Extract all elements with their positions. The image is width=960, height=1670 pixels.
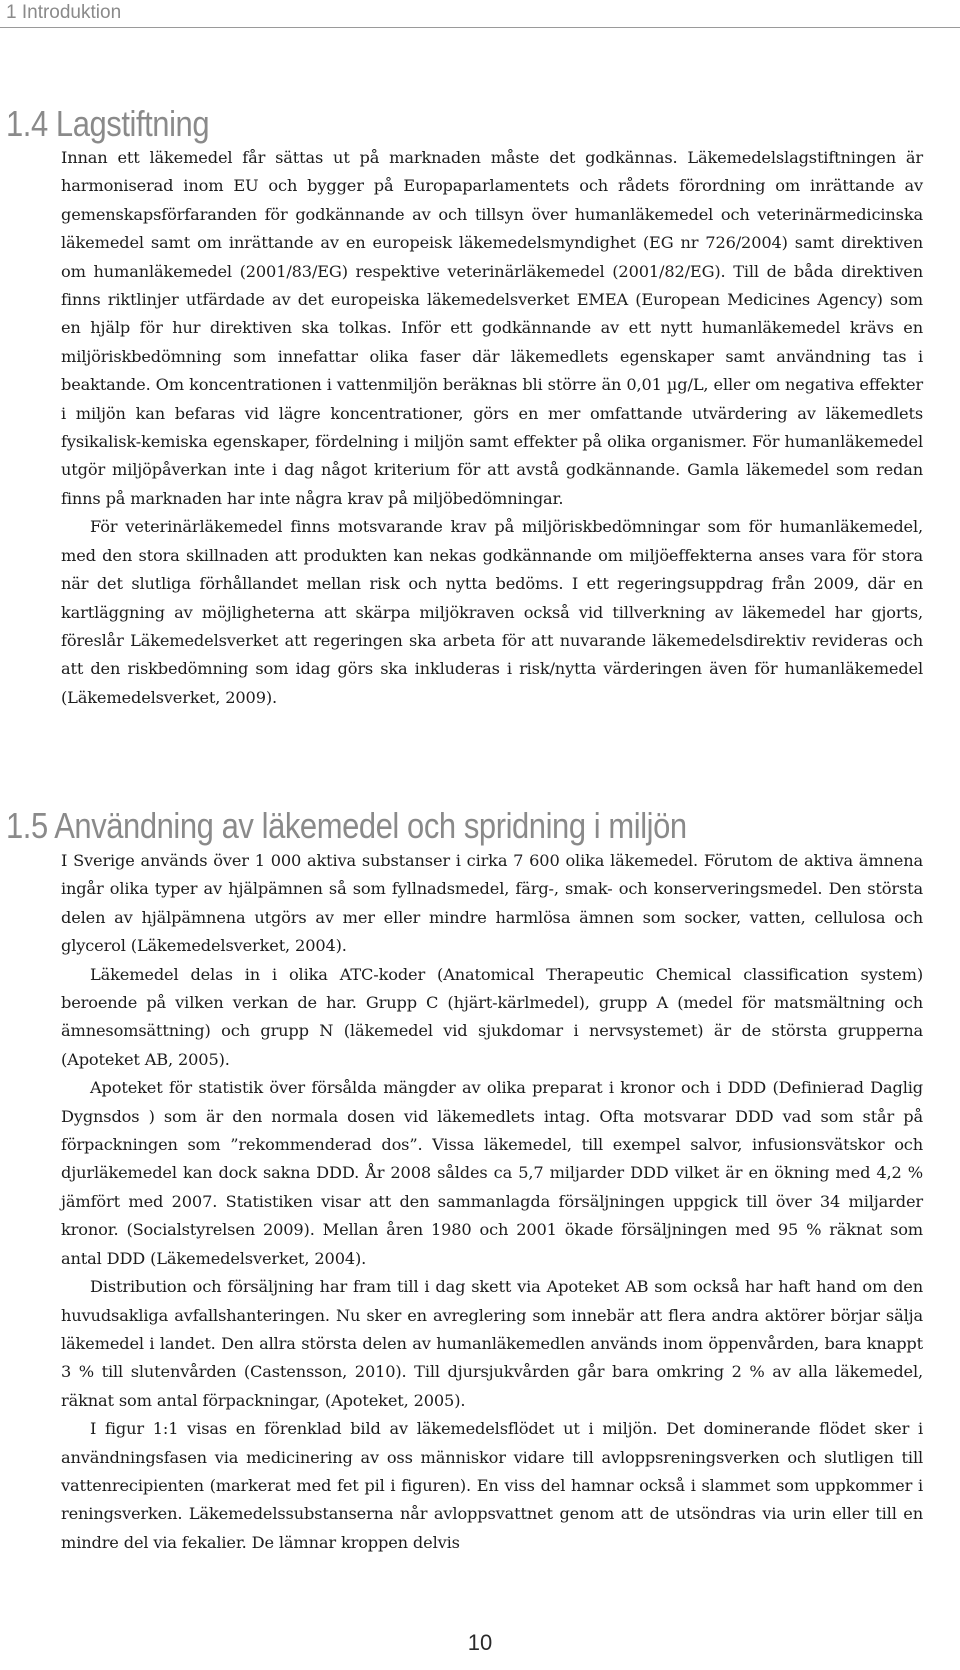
section-body-1-5	[61, 847, 923, 1557]
section-heading-1-5: 1.5 Användning av läkemedel och spridning i miljön	[6, 805, 687, 846]
paragraph: Innan ett läkemedel får sättas ut på marknaden måste det godkännas. Läkemedelslagstiftningen är harmoniserad inom EU och bygger på Europaparlamentets och rådets förordning om inrättande av gemenskapsförfaranden för godkännande av och tillsyn över humanläkemedel och veterinärmedicinska läkemedel samt om inrättande av en europeisk läkemedelsmyndighet (EG nr 726/2004) samt direktiven om humanläkemedel (2001/83/EG) respektive veterinärläkemedel (2001/82/EG). Till de båda direktiven finns riktlinjer utfärdade av det europeiska läkemedelsverket EMEA (European Medicines Agency) som en hjälp för hur direktiven ska tolkas. Inför ett godkännande av ett nytt humanläkemedel krävs en miljöriskbedömning som innefattar olika faser där läkemedlets egenskaper samt användning tas i beaktande. Om koncentrationen i vattenmiljön beräknas bli större än 0,01 µg/L, eller om negativa effekter i miljön kan befaras vid lägre koncentrationer, görs en mer omfattande utvärdering av läkemedlets fysikalisk-kemiska egenskaper, fördelning i miljön samt effekter på olika organismer. För humanläkemedel utgör miljöpåverkan inte i dag något kriterium för att avstå godkännande. Gamla läkemedel som redan finns på marknaden har inte några krav på miljöbedömningar.	[61, 148, 923, 508]
page-number: 10	[467, 1630, 493, 1655]
paragraph: Distribution och försäljning har fram till i dag skett via Apoteket AB som också har haft hand om den huvudsakliga avfallshanteringen. Nu sker en avreglering som innebär att flera andra aktörer börjar sälja läkemedel i landet. Den allra största delen av humanläkemedlen används inom öppenvården, bara knappt 3 % till slutenvården (Castensson, 2010). Till djursjukvården går bara omkring 2 % av alla läkemedel, räknat som antal förpackningar, (Apoteket, 2005).	[61, 1277, 923, 1410]
chapter-label: 1 Introduktion	[6, 2, 122, 23]
running-header	[0, 0, 960, 30]
paragraph: I figur 1:1 visas en förenklad bild av läkemedelsflödet ut i miljön. Det dominerande flödet sker i användningsfasen via medicinering av oss människor vidare till avloppsreningsverken och slutligen till vattenrecipienten (markerat med fet pil i figuren). En viss del hamnar också i slammet som uppkommer i reningsverken. Läkemedelssubstanserna når avloppsvattnet genom att de utsöndras via urin eller till en mindre del via fekalier. De lämnar kroppen delvis	[61, 1419, 923, 1552]
section-body-1-4	[61, 144, 923, 712]
section-heading-1-4: 1.4 Lagstiftning	[6, 103, 210, 144]
paragraph: För veterinärläkemedel finns motsvarande krav på miljöriskbedömningar som för humanläkemedel, med den stora skillnaden att produkten kan nekas godkännande om miljöeffekterna anses vara för stora när det slutliga förhållandet mellan risk och nytta bedöms. I ett regeringsuppdrag från 2009, där en kartläggning av möjligheterna att skärpa miljökraven också vid tillverkning av läkemedel har gjorts, föreslår Läkemedelsverket att regeringen ska arbeta för att nuvarande läkemedelsdirektiv revideras och att den riskbedömning som idag görs ska inkluderas i risk/nytta värderingen även för humanläkemedel (Läkemedelsverket, 2009).	[61, 517, 923, 707]
paragraph: I Sverige används över 1 000 aktiva substanser i cirka 7 600 olika läkemedel. Förutom de aktiva ämnena ingår olika typer av hjälpämnen så som fyllnadsmedel, färg-, smak- och konserveringsmedel. Den största delen av hjälpämnena utgörs av mer eller mindre harmlösa ämnen som socker, vatten, cellulosa och glycerol (Läkemedelsverket, 2004).	[61, 851, 923, 956]
paragraph: Apoteket för statistik över försålda mängder av olika preparat i kronor och i DDD (Definierad Daglig Dygnsdos ) som är den normala dosen vid läkemedlets intag. Ofta motsvarar DDD vad som står på förpackningen som ”rekommenderad dos”. Vissa läkemedel, till exempel salvor, infusionsvätskor och djurläkemedel kan dock sakna DDD. År 2008 såldes ca 5,7 miljarder DDD vilket är en ökning med 4,2 % jämfört med 2007. Statistiken visar att den sammanlagda försäljningen uppgick till över 34 miljarder kronor. (Socialstyrelsen 2009). Mellan åren 1980 och 2001 ökade försäljningen med 95 % räknat som antal DDD (Läkemedelsverket, 2004).	[61, 1078, 923, 1268]
header-rule	[0, 27, 960, 28]
paragraph: Läkemedel delas in i olika ATC-koder (Anatomical Therapeutic Chemical classification system) beroende på vilken verkan de har. Grupp C (hjärt-kärlmedel), grupp A (medel för matsmältning och ämnesomsättning) och grupp N (läkemedel vid sjukdomar i nervsystemet) är de största grupperna (Apoteket AB, 2005).	[61, 964, 923, 1069]
